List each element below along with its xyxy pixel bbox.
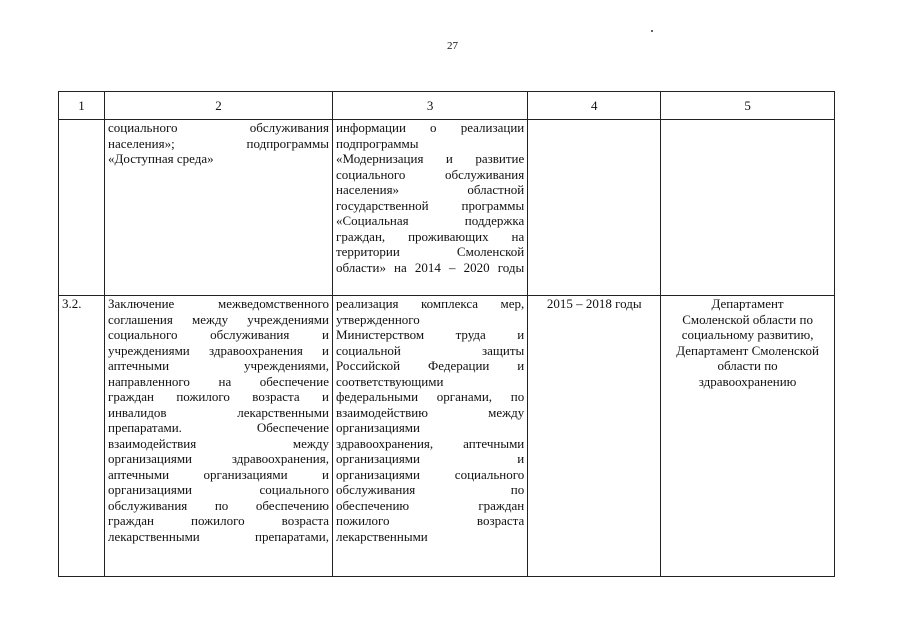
row2-responsible-line: Департамент Смоленской <box>676 342 819 358</box>
row2-mechanism-line: обеспечению граждан <box>335 497 525 513</box>
header-col-2: 2 <box>105 92 333 120</box>
row2-activity-line: инвалидов лекарственными <box>108 404 329 420</box>
row2-activity-line: обслуживания по обеспечению <box>108 497 329 513</box>
row2-mechanism-line: организациями социального <box>335 466 525 482</box>
row2-number: 3.2. <box>59 296 105 577</box>
row1-number <box>59 120 105 296</box>
row2-activity-line: организациями социального <box>108 482 329 497</box>
row2-activity-line: соглашения между учреждениями <box>108 311 329 327</box>
row2-mechanism-line: обслуживания по <box>335 482 525 497</box>
row2-mechanism-line: организациями и <box>335 451 525 466</box>
row1-activity-line: социального обслуживания <box>108 120 329 135</box>
row2-mechanism-line: организациями <box>335 420 420 435</box>
row1-activity-line: «Доступная среда» <box>108 151 214 166</box>
row1-mechanism-line: подпрограммы <box>335 135 419 151</box>
row2-responsible-line: области по <box>717 358 778 373</box>
row2-responsible-line: здравоохранению <box>698 373 797 389</box>
row1-period <box>528 120 661 296</box>
row1-mechanism-line: населения» областной <box>335 182 525 197</box>
row2-activity-line: препаратами. Обеспечение <box>108 420 329 435</box>
row2-mechanism-line: реализация комплекса мер, <box>335 296 525 311</box>
table-header-row <box>59 92 835 120</box>
row2-mechanism-line: Министерством труда и <box>335 327 525 342</box>
row2-mechanism-line: здравоохранения, аптечными <box>335 435 525 451</box>
row1-mechanism-line: государственной программы <box>335 197 525 213</box>
row2-mechanism-line: Российской Федерации и <box>335 358 525 373</box>
row2-activity-line: организациями здравоохранения, <box>108 451 329 466</box>
row1-mechanism <box>332 120 527 296</box>
row2-activity-line: учреждениями здравоохранения и <box>108 342 329 358</box>
row2-mechanism-line: федеральными органами, по <box>335 389 525 404</box>
row2-responsible-line: социальному развитию, <box>681 327 814 342</box>
row2-activity-line: аптечными учреждениями, <box>108 358 329 373</box>
row1-mechanism-line: «Социальная поддержка <box>335 213 525 228</box>
row2-mechanism-line: утвержденного <box>335 311 420 327</box>
row2-activity-line: социального обслуживания и <box>108 327 329 342</box>
row1-mechanism-line: граждан, проживающих на <box>335 228 525 244</box>
row2-activity-line: направленного на обеспечение <box>108 373 329 389</box>
row1-mechanism-line: «Модернизация и развитие <box>335 151 525 166</box>
row2-mechanism-line: соответствующими <box>335 373 444 389</box>
header-col-5: 5 <box>661 92 835 120</box>
row1-mechanism-line: области» на 2014 – 2020 годы <box>335 259 525 275</box>
row2-mechanism <box>332 296 527 577</box>
row1-responsible <box>661 120 835 296</box>
row2-mechanism-line: пожилого возраста <box>335 513 525 528</box>
header-col-3: 3 <box>332 92 527 120</box>
row2-responsible <box>661 296 835 577</box>
row1-mechanism-line: социального обслуживания <box>335 166 525 182</box>
row2-activity <box>105 296 333 577</box>
row1-activity <box>105 120 333 296</box>
header-col-1: 1 <box>59 92 105 120</box>
row2-mechanism-line: взаимодействию между <box>335 404 525 420</box>
row2-mechanism-line: лекарственными <box>335 528 428 544</box>
row1-mechanism-line: территории Смоленской <box>335 244 525 259</box>
row2-activity-line: Заключение межведомственного <box>108 296 329 311</box>
row2-responsible-line: Департамент <box>711 296 784 311</box>
page-number: 27 <box>447 40 458 52</box>
row2-activity-line: взаимодействия между <box>108 435 329 451</box>
row2-period: 2015 – 2018 годы <box>528 296 661 577</box>
row2-activity-line: граждан пожилого возраста <box>108 513 329 528</box>
header-col-4: 4 <box>528 92 661 120</box>
scan-speck <box>651 30 653 32</box>
row2-mechanism-line: социальной защиты <box>335 342 525 358</box>
row1-mechanism-line: информации о реализации <box>335 120 525 135</box>
row1-activity-line: населения»; подпрограммы <box>108 135 329 151</box>
row2-activity-line: лекарственными препаратами, <box>108 528 329 544</box>
document-table <box>58 91 835 577</box>
row2-activity-line: аптечными организациями и <box>108 466 329 482</box>
table-row <box>59 296 835 577</box>
table-row <box>59 120 835 296</box>
row2-responsible-line: Смоленской области по <box>682 311 813 327</box>
row2-activity-line: граждан пожилого возраста и <box>108 389 329 404</box>
